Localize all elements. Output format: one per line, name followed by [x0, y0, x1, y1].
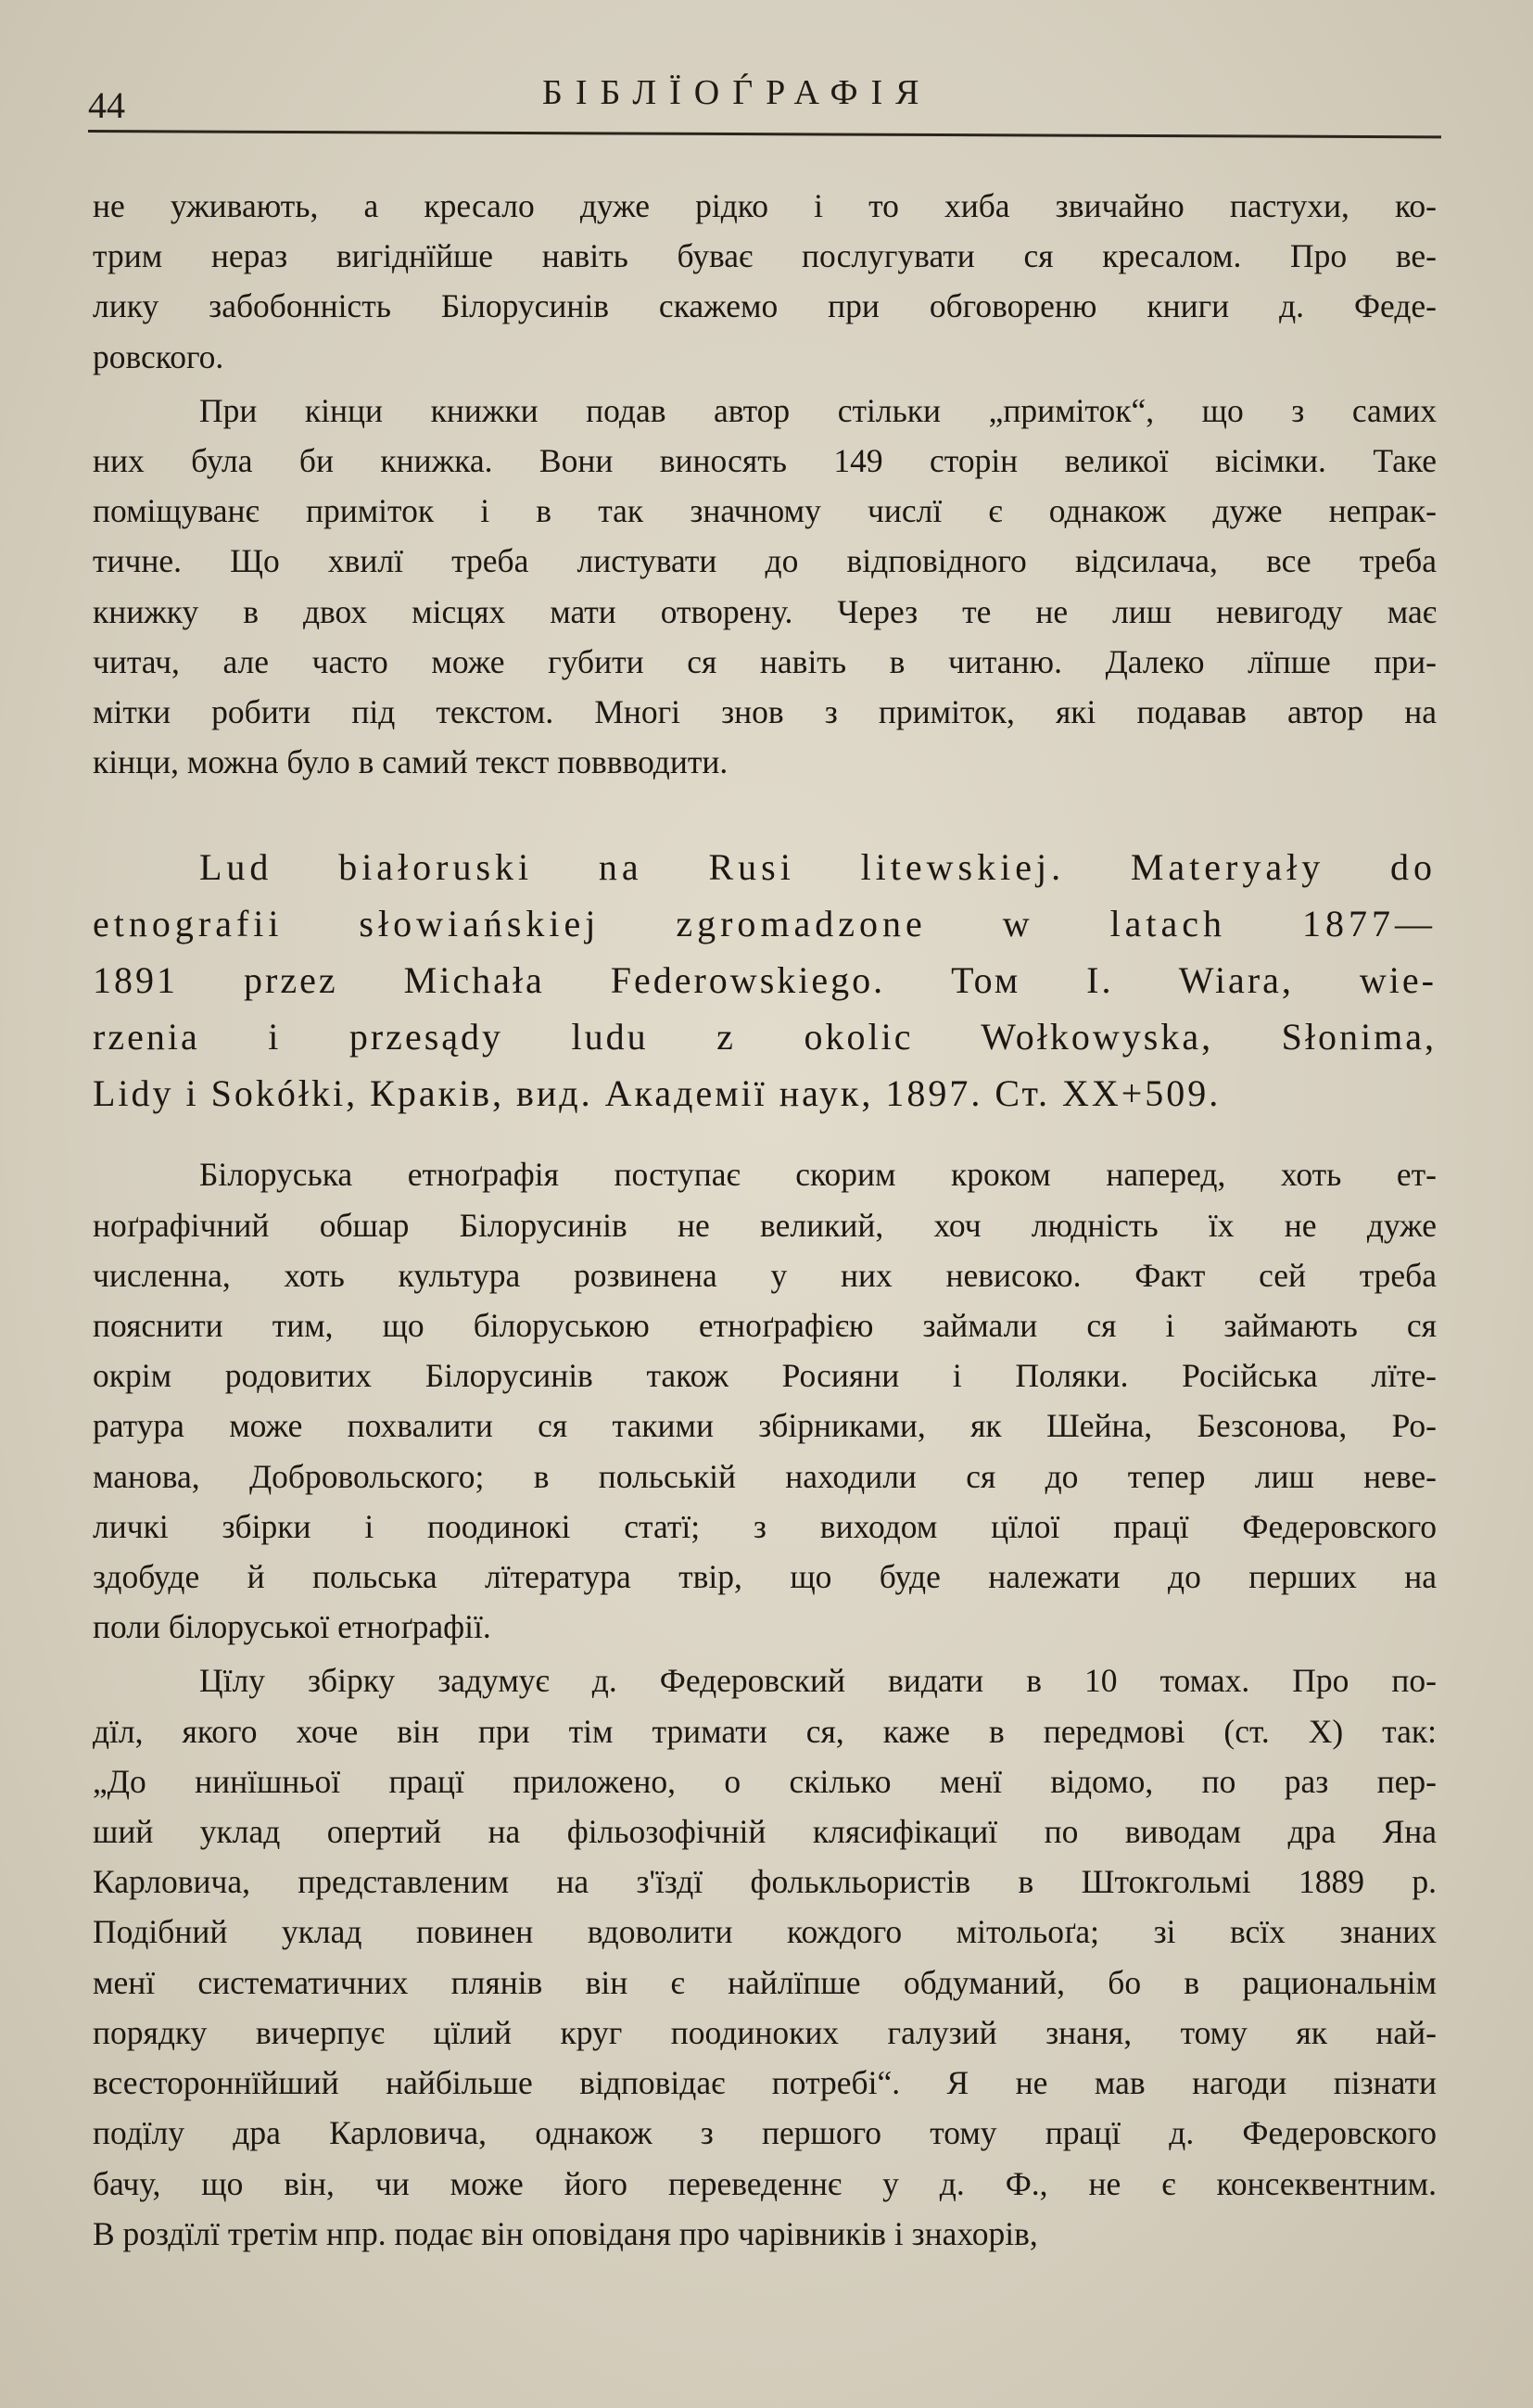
- text-line: В роздїлї третім нпр. подає він оповіданя про чарівників і знахорів,: [93, 2214, 1038, 2252]
- text-line: трим нераз вигіднїйше навіть буває послугувати ся кресалом. Про ве-: [93, 237, 1437, 275]
- paragraph-4: [93, 1655, 1437, 2258]
- text-line: них була би книжка. Вони виносять 149 сторін великої вісімки. Таке: [93, 442, 1437, 480]
- text-line: тичне. Що хвилї треба листувати до відповідного відсилача, все треба: [93, 542, 1437, 580]
- text-line: Білоруська етноґрафія поступає скорим кроком наперед, хоть ет-: [199, 1156, 1437, 1194]
- text-line: кінци, можна було в самий текст поввводити.: [93, 743, 728, 781]
- book-citation: [93, 839, 1437, 1122]
- running-title: БІБЛЇОЃРАФІЯ: [542, 73, 932, 112]
- text-line: менї систематичних плянів він є найлїпше обдуманий, бо в рациональнім: [93, 1963, 1437, 2001]
- citation-line: Lidy i Sokółki, Краків, вид. Академії наук, 1897. Ст. XX+509.: [93, 1072, 1222, 1115]
- text-line: поміщуванє приміток і в так значному числї є однакож дуже непрак-: [93, 492, 1437, 530]
- citation-line: Lud białoruski na Rusi litewskiej. Materyały do: [199, 846, 1437, 889]
- text-line: Цїлу збірку задумує д. Федеровский видати в 10 томах. Про по-: [199, 1662, 1437, 1700]
- body-text: [93, 181, 1437, 2259]
- running-head: [88, 65, 1451, 126]
- text-line: ший уклад опертий на фільозофічній клясифікациї по виводам дра Яна: [93, 1813, 1437, 1851]
- text-line: бачу, що він, чи може його переведеннє у д. Ф., не є консеквентним.: [93, 2164, 1437, 2202]
- citation-line: etnografii słowiańskiej zgromadzone w latach 1877—: [93, 903, 1437, 945]
- text-line: мітки робити під текстом. Многі знов з приміток, які подавав автор на: [93, 693, 1437, 731]
- text-line: дїл, якого хоче він при тім тримати ся, каже в передмові (ст. X) так:: [93, 1712, 1437, 1750]
- text-line: здобуде й польська лїтература твір, що буде належати до перших на: [93, 1558, 1437, 1596]
- citation-line: rzenia i przesądy ludu z okolic Wołkowyska, Słonima,: [93, 1016, 1437, 1058]
- text-line: окрім родовитих Білорусинів також Росияни і Поляки. Російська лїте-: [93, 1357, 1437, 1395]
- text-line: ратура може похвалити ся такими збірниками, як Шейна, Безсонова, Ро-: [93, 1407, 1437, 1445]
- text-line: всестороннїйший найбільше відповідає потребі“. Я не мав нагоди пізнати: [93, 2064, 1437, 2102]
- paragraph-3: [93, 1149, 1437, 1652]
- text-line: ноґрафічний обшар Білорусинів не великий, хоч людність їх не дуже: [93, 1206, 1437, 1244]
- text-line: Подібний уклад повинен вдоволити кождого мітольоґа; зі всїх знаних: [93, 1913, 1437, 1951]
- paragraph-2: [93, 386, 1437, 788]
- text-line: Карловича, представленим на з'їздї фолькльористів в Штокгольмі 1889 р.: [93, 1863, 1437, 1901]
- header-rule: [88, 130, 1441, 138]
- page-number: 44: [88, 84, 125, 126]
- text-line: ровского.: [93, 337, 224, 375]
- paragraph-1: [93, 181, 1437, 382]
- text-line: численна, хоть культура розвинена у них невисоко. Факт сей треба: [93, 1256, 1437, 1294]
- text-line: „До нинїшньої працї приложено, о скілько менї відомо, по раз пер-: [93, 1762, 1437, 1800]
- text-line: подїлу дра Карловича, однакож з першого тому працї д. Федеровского: [93, 2114, 1437, 2152]
- text-line: книжку в двох місцях мати отворену. Через те не лиш невигоду має: [93, 592, 1437, 630]
- text-line: не уживають, а кресало дуже рідко і то хиба звичайно пастухи, ко-: [93, 187, 1437, 224]
- text-line: читач, але часто може губити ся навіть в читаню. Далеко лїпше при-: [93, 642, 1437, 680]
- text-line: личкі збірки і поодинокі статї; з виходом цїлої працї Федеровского: [93, 1507, 1437, 1545]
- text-line: порядку вичерпує цїлий круг поодиноких галузий знаня, тому як най-: [93, 2013, 1437, 2051]
- text-line: При кінци книжки подав автор стільки „приміток“, що з самих: [199, 391, 1437, 429]
- citation-line: 1891 przez Michała Federowskiego. Том I. Wiara, wie-: [93, 959, 1437, 1002]
- text-line: пояснити тим, що білоруською етноґрафією займали ся і займають ся: [93, 1307, 1437, 1345]
- text-line: манова, Добровольского; в польській находили ся до тепер лиш неве-: [93, 1457, 1437, 1495]
- text-line: лику забобонність Білорусинів скажемо при обговореню книги д. Феде-: [93, 287, 1437, 325]
- text-line: поли білоруської етноґрафії.: [93, 1608, 491, 1646]
